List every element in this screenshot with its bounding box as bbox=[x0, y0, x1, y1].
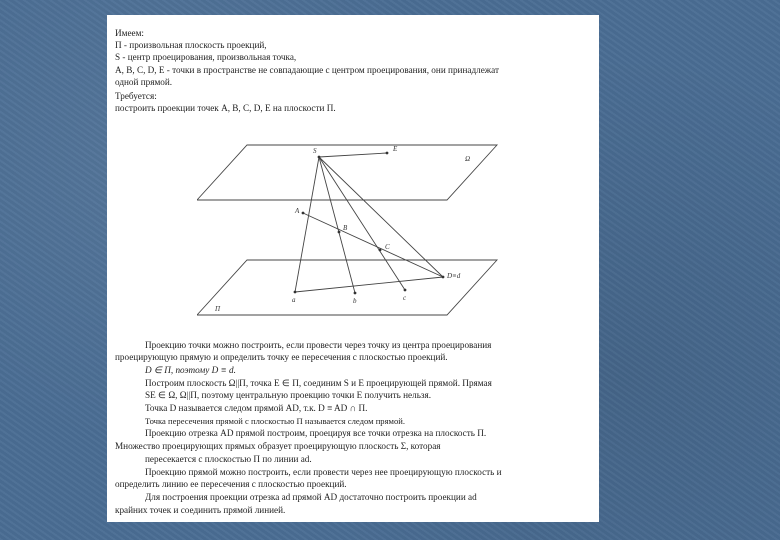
text-p12: определить линию ее пересечения с плоскостью проекций. bbox=[115, 479, 347, 489]
line-ad bbox=[303, 213, 443, 277]
text-p6: Точка D называется следом прямой AD, т.к. D ≡ AD ∩ П. bbox=[145, 403, 368, 413]
ray-sa bbox=[295, 157, 319, 292]
text-p4: Построим плоскость Ω||П, точка E ∈ П, соединим S и E проецирующей прямой. Прямая bbox=[145, 378, 492, 388]
label-omega: Ω bbox=[465, 155, 471, 163]
ray-sb bbox=[319, 157, 355, 293]
point-c bbox=[379, 249, 382, 252]
label-c: C bbox=[385, 243, 390, 251]
line-ad-projection bbox=[295, 277, 443, 292]
line-se bbox=[319, 153, 387, 157]
label-b-proj: b bbox=[353, 297, 357, 305]
label-a-proj: a bbox=[292, 296, 296, 304]
plane-omega bbox=[197, 145, 497, 200]
label-c-proj: c bbox=[403, 294, 407, 302]
text-p3: D ∈ П, поэтому D ≡ d. bbox=[145, 365, 236, 375]
text-p1: Проекцию точки можно построить, если провести через точку из центра проецирования bbox=[145, 340, 492, 350]
ray-sc bbox=[319, 157, 405, 290]
point-a bbox=[302, 212, 305, 215]
document-page bbox=[107, 15, 599, 522]
label-b: B bbox=[343, 224, 348, 232]
given-line-2: S - центр проецирования, произвольная точка, bbox=[115, 52, 297, 62]
point-c-proj bbox=[404, 289, 407, 292]
label-pi: П bbox=[215, 305, 221, 313]
text-p2: проецирующую прямую и определить точку ее пересечения с плоскостью проекций. bbox=[115, 352, 448, 362]
text-p14: крайних точек и соединить прямой линией. bbox=[115, 505, 286, 515]
point-a-proj bbox=[294, 291, 297, 294]
point-d bbox=[442, 276, 445, 279]
ray-sd bbox=[319, 157, 443, 277]
text-p5: SE ∈ Ω, Ω||П, поэтому центральную проекцию точки E получить нельзя. bbox=[145, 390, 432, 400]
plane-pi bbox=[197, 260, 497, 315]
text-p10: пересекается с плоскостью П по линии ad. bbox=[145, 454, 312, 464]
text-p8: Проекцию отрезка AD прямой построим, проецируя все точки отрезка на плоскость П. bbox=[145, 428, 487, 438]
label-a: A bbox=[295, 207, 300, 215]
projection-diagram bbox=[197, 135, 537, 340]
text-p7: Точка пересечения прямой с плоскостью П называется следом прямой. bbox=[145, 416, 406, 426]
required-line: построить проекции точек А, В, С, D, Е на плоскости П. bbox=[115, 103, 336, 113]
given-heading: Имеем: bbox=[115, 28, 144, 38]
text-p11: Проекцию прямой можно построить, если провести через нее проецирующую плоскость и bbox=[145, 467, 502, 477]
label-e: E bbox=[393, 145, 398, 153]
required-heading: Требуется: bbox=[115, 91, 157, 101]
given-line-3: А, В, С, D, Е - точки в пространстве не совпадающие с центром проецирования, они принадлежат bbox=[115, 65, 499, 75]
point-b-proj bbox=[354, 292, 357, 295]
point-s bbox=[318, 156, 321, 159]
point-e bbox=[386, 152, 389, 155]
label-d: D≡d bbox=[447, 272, 461, 280]
text-p9: Множество проецирующих прямых образует проецирующую плоскость Σ, которая bbox=[115, 441, 441, 451]
label-s: S bbox=[313, 147, 317, 155]
given-line-4: одной прямой. bbox=[115, 77, 173, 87]
point-b bbox=[338, 231, 341, 234]
given-line-1: П - произвольная плоскость проекций, bbox=[115, 40, 267, 50]
text-p13: Для построения проекции отрезка ad прямой AD достаточно построить проекции ad bbox=[145, 492, 477, 502]
